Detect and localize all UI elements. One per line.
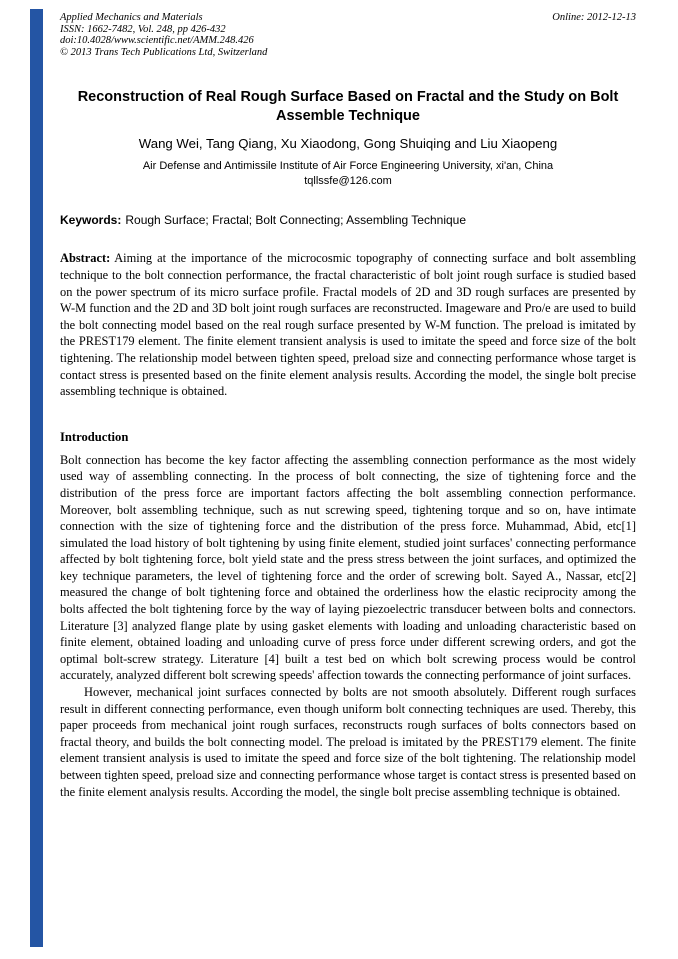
issn-line: ISSN: 1662-7482, Vol. 248, pp 426-432 xyxy=(60,23,226,35)
keywords-label: Keywords: xyxy=(60,213,122,228)
keywords-text: Rough Surface; Fractal; Bolt Connecting; Assembling Technique xyxy=(125,213,466,228)
section-heading-introduction: Introduction xyxy=(60,429,129,444)
affiliation-line: Air Defense and Antimissile Institute of Air Force Engineering University, xi'an, China xyxy=(142,160,554,173)
intro-paragraph-2: However, mechanical joint surfaces connected by bolts are not smooth absolutely. Different rough surfaces result in different connecting performance, even though uniform bolt connecting techniques are used. Thereby, this paper proceeds from mechanical joint rough surfaces, reconstructs rough surfaces of bolts connectors based on fractal theory, and builds the bolt connecting model. The preload is imitated by the PREST179 element. The finite element transient analysis is used to imitate the speed and force size of the bolt tightening. The relationship model between tighten speed, preload size and connecting performance whose target is contact stress is presented based on the finite element analysis results. According the model, the single bolt precise assembling technique is obtained. xyxy=(60,685,636,799)
authors-line: Wang Wei, Tang Qiang, Xu Xiaodong, Gong Shuiqing and Liu Xiaopeng xyxy=(138,136,558,152)
abstract-text: Aiming at the importance of the microcosmic topography of connecting surface and bolt assembling technique to the bolt connection performance, the fractal characteristic of bolt joint rough surface is studied based on the power spectrum of its micro surface profile. Fractal models of 2D and 3D rough surfaces are presented by W-M function and the 2D and 3D bolt joint rough surfaces are reconstructed. Imageware and Pro/e are used to build the bolt connecting model based on the real rough surface presented by W-M function. The preload is imitated by the PREST179 element. The finite element transient analysis is used to imitate the speed and force size of the bolt tightening. The relationship model between tighten speed, preload size and connecting performance whose target is contact stress is presented based on the finite element analysis results. According the model, the single bolt precise assembling technique is obtained. xyxy=(60,251,636,399)
abstract-label: Abstract: xyxy=(60,251,111,266)
left-accent-bar xyxy=(30,9,43,947)
copyright-line: © 2013 Trans Tech Publications Ltd, Switzerland xyxy=(60,46,268,58)
doi-line: doi:10.4028/www.scientific.net/AMM.248.426 xyxy=(60,35,254,47)
online-date: Online: 2012-12-13 xyxy=(552,12,636,23)
journal-header-row xyxy=(60,12,636,24)
intro-paragraph-1: Bolt connection has become the key factor affecting the assembling connection performance as the most widely used way of assembling connecting. In the process of bolt connecting, the size of tightening force and the distribution of the press force are important factors affecting the bolt assembling connection performance. Moreover, bolt assembling technique, such as nut screwing speed, tightening torque and so on, have intimate connection with the size of tightening force and the distribution of the press force. Muhammad, Abid, etc[1] simulated the load history of bolt tightening by using finite element, studied joint surfaces' connecting performance affected by bolt tightening force, bolt yield state and the press stress between the joint surfaces, and optimized the key technique parameters, the level of tightening force and the order of screwing bolt. Sayed A., Nassar, etc[2] measured the change of bolt tightening force and obtained the orderliness how the elastic reciprocity among the bolts affected the bolt tightening force by the way of laying piezoelectric transducer between bolts and connectors. Literature [3] analyzed flange plate by using gasket elements with loading and unloading characteristic based on finite element, obtained loading and unloading curve of press force under different screwing orders, and got the optimal bolt-screw strategy. Literature [4] built a test bed on which bolt screwing process would be control accurately, analyzed different bolt screwing speeds' affection towards the connecting performance of joint surfaces. xyxy=(60,452,636,683)
keywords-line xyxy=(60,213,636,228)
paper-title: Reconstruction of Real Rough Surface Based on Fractal and the Study on Bolt Assemble Technique xyxy=(77,89,619,125)
page-content xyxy=(60,12,636,800)
email-address: tqllssfe@126.com xyxy=(304,175,392,188)
abstract-paragraph xyxy=(60,250,636,399)
journal-header xyxy=(60,12,636,58)
journal-name: Applied Mechanics and Materials xyxy=(60,12,203,23)
